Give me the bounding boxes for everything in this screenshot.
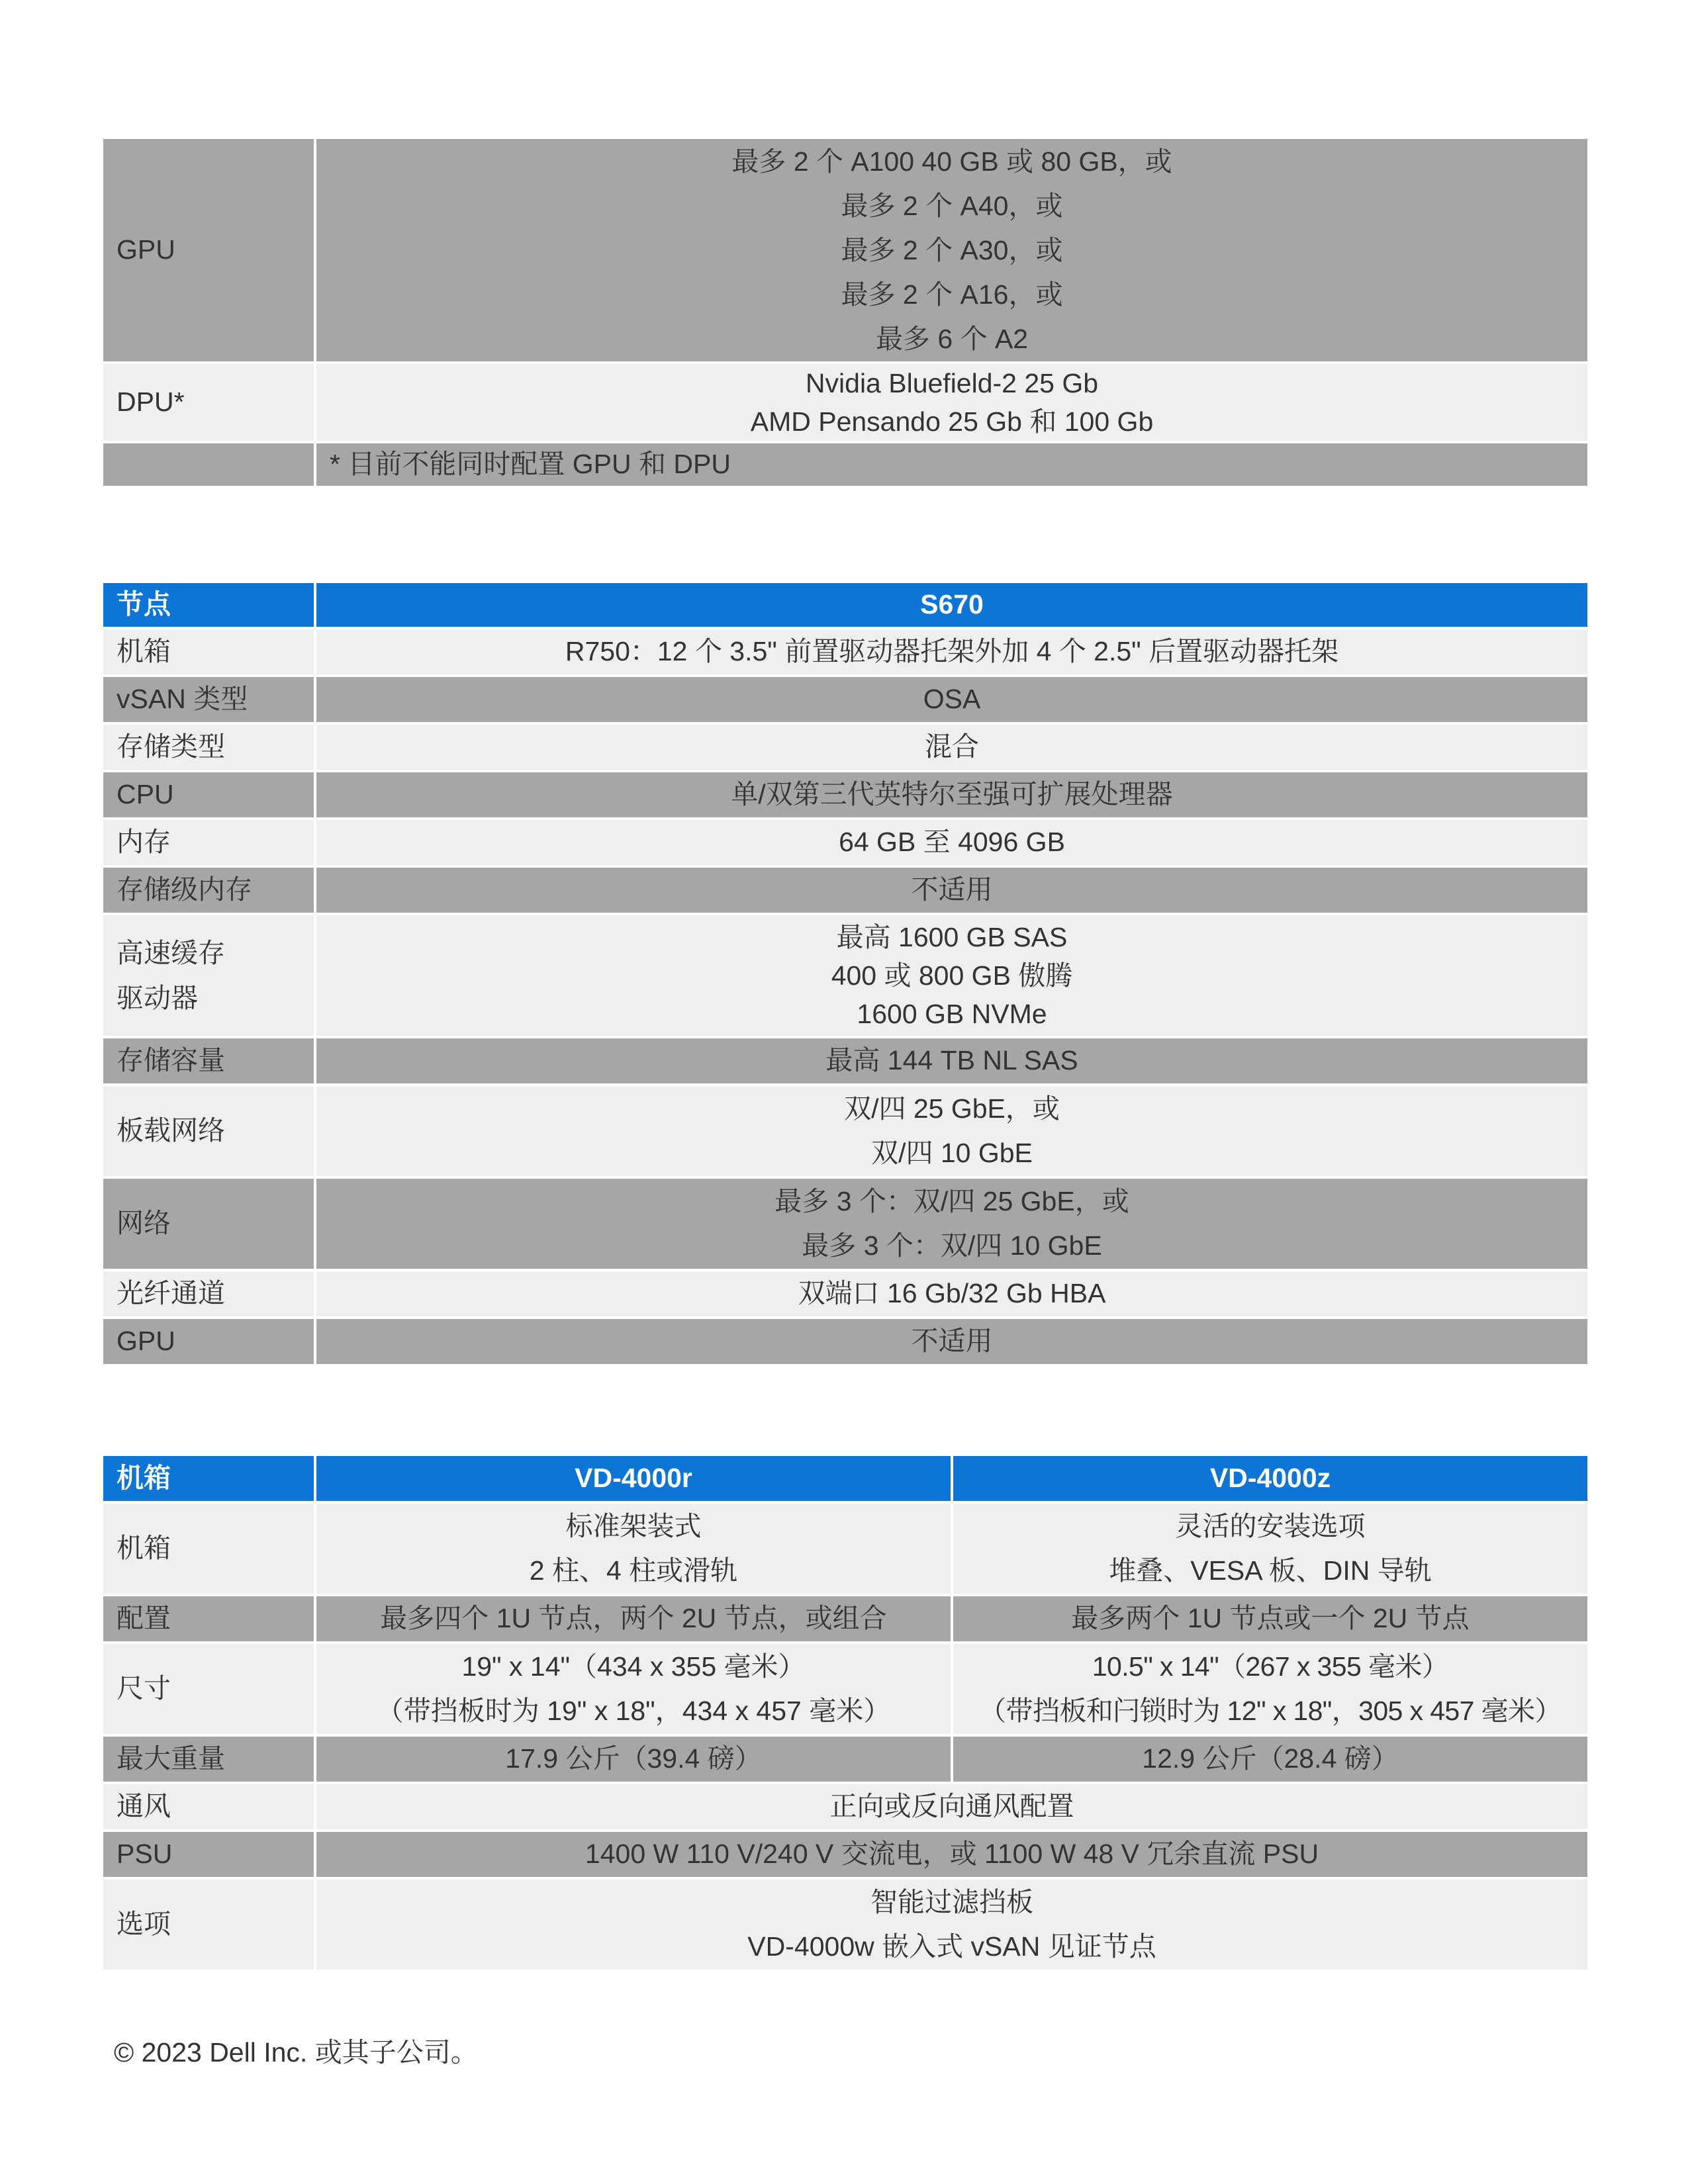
- row-value: 混合: [315, 723, 1589, 771]
- row-value: [315, 138, 1589, 363]
- value-line: 1600 GB NVMe: [857, 999, 1047, 1029]
- row-value: [315, 1085, 1589, 1177]
- row-value: 1400 W 110 V/240 V 交流电，或 1100 W 48 V 冗余直流 PSU: [315, 1831, 1589, 1878]
- table-row: [102, 1735, 1589, 1783]
- table-row: [102, 1318, 1589, 1365]
- row-value: 不适用: [315, 866, 1589, 914]
- table-row: [102, 771, 1589, 819]
- value-line: 19" x 14"（434 x 355 毫米）: [461, 1651, 806, 1682]
- row-label: 光纤通道: [102, 1270, 315, 1318]
- table-row: [102, 1783, 1589, 1831]
- row-label: CPU: [102, 771, 315, 819]
- table-row: [102, 138, 1589, 363]
- table-row: [102, 866, 1589, 914]
- row-label: 存储容量: [102, 1037, 315, 1085]
- row-value: 双端口 16 Gb/32 Gb HBA: [315, 1270, 1589, 1318]
- table-header: [102, 582, 1589, 628]
- row-label: 机箱: [102, 1502, 315, 1595]
- row-label: GPU: [102, 138, 315, 363]
- vd4000-chassis-table: [101, 1453, 1590, 1972]
- value-line: 标准架装式: [565, 1511, 702, 1541]
- row-value: OSA: [315, 676, 1589, 723]
- footnote: * 目前不能同时配置 GPU 和 DPU: [315, 442, 1589, 487]
- s670-spec-table: [101, 580, 1590, 1367]
- row-value: 单/双第三代英特尔至强可扩展处理器: [315, 771, 1589, 819]
- value-line: 最多 2 个 A30，或: [841, 234, 1063, 265]
- table-row: [102, 1085, 1589, 1177]
- value-line: 双/四 10 GbE: [871, 1138, 1033, 1168]
- value-line: VD-4000w 嵌入式 vSAN 见证节点: [747, 1931, 1156, 1962]
- value-line: 灵活的安装选项: [1175, 1511, 1366, 1541]
- row-label: 选项: [102, 1878, 315, 1971]
- row-label: 最大重量: [102, 1735, 315, 1783]
- row-value-vd4000z: 最多两个 1U 节点或一个 2U 节点: [952, 1595, 1589, 1643]
- row-label: 存储类型: [102, 723, 315, 771]
- row-label: 通风: [102, 1783, 315, 1831]
- value-line: 堆叠、VESA 板、DIN 导轨: [1109, 1555, 1432, 1586]
- row-value: R750：12 个 3.5" 前置驱动器托架外加 4 个 2.5" 后置驱动器托架: [315, 628, 1589, 676]
- row-value: [315, 1177, 1589, 1270]
- header-value: S670: [315, 582, 1589, 628]
- table-row: [102, 914, 1589, 1037]
- row-label: 机箱: [102, 628, 315, 676]
- table-row: [102, 1831, 1589, 1878]
- row-value: [315, 363, 1589, 442]
- value-line: 400 或 800 GB 傲腾: [831, 960, 1073, 991]
- row-value-vd4000z: 12.9 公斤（28.4 磅）: [952, 1735, 1589, 1783]
- header-col-vd4000z: VD-4000z: [952, 1455, 1589, 1502]
- row-value-vd4000z: [952, 1643, 1589, 1735]
- label-line: 驱动器: [117, 983, 198, 1013]
- value-line: 最多 3 个：双/四 10 GbE: [802, 1230, 1102, 1261]
- row-label: [102, 442, 315, 487]
- table-row: [102, 1270, 1589, 1318]
- header-label: 节点: [102, 582, 315, 628]
- value-line: AMD Pensando 25 Gb 和 100 Gb: [750, 406, 1154, 437]
- table-row: [102, 1878, 1589, 1971]
- value-line: 10.5" x 14"（267 x 355 毫米）: [1092, 1651, 1449, 1682]
- row-label: 内存: [102, 819, 315, 866]
- row-value-vd4000z: [952, 1502, 1589, 1595]
- row-value: [315, 1878, 1589, 1971]
- row-label: 尺寸: [102, 1643, 315, 1735]
- table-row: [102, 1177, 1589, 1270]
- row-value-vd4000r: 17.9 公斤（39.4 磅）: [315, 1735, 952, 1783]
- value-line: Nvidia Bluefield-2 25 Gb: [805, 368, 1099, 398]
- value-line: 双/四 25 GbE，或: [844, 1093, 1060, 1124]
- row-value-vd4000r: [315, 1502, 952, 1595]
- copyright-footer: © 2023 Dell Inc. 或其子公司。: [114, 2037, 478, 2068]
- table-row: [102, 819, 1589, 866]
- row-label: [102, 914, 315, 1037]
- value-line: 2 柱、4 柱或滑轨: [529, 1555, 738, 1586]
- label-line: 高速缓存: [117, 938, 225, 968]
- row-value: 64 GB 至 4096 GB: [315, 819, 1589, 866]
- table-row: [102, 1502, 1589, 1595]
- value-line: 最多 6 个 A2: [875, 323, 1029, 354]
- row-label: 网络: [102, 1177, 315, 1270]
- row-label: DPU*: [102, 363, 315, 442]
- table-row: [102, 363, 1589, 442]
- row-label: vSAN 类型: [102, 676, 315, 723]
- header-col-vd4000r: VD-4000r: [315, 1455, 952, 1502]
- value-line: 最多 2 个 A16，或: [841, 279, 1063, 310]
- header-label: 机箱: [102, 1455, 315, 1502]
- table-row: [102, 442, 1589, 487]
- row-label: PSU: [102, 1831, 315, 1878]
- row-label: GPU: [102, 1318, 315, 1365]
- table-row: [102, 1595, 1589, 1643]
- row-label: 配置: [102, 1595, 315, 1643]
- value-line: 最多 2 个 A100 40 GB 或 80 GB，或: [731, 146, 1172, 177]
- row-label: 存储级内存: [102, 866, 315, 914]
- value-line: 最多 3 个：双/四 25 GbE，或: [774, 1186, 1129, 1216]
- table-header: [102, 1455, 1589, 1502]
- value-line: （带挡板和闩锁时为 12" x 18"，305 x 457 毫米）: [979, 1696, 1562, 1726]
- row-value: 最高 144 TB NL SAS: [315, 1037, 1589, 1085]
- row-value-vd4000r: 最多四个 1U 节点，两个 2U 节点，或组合: [315, 1595, 952, 1643]
- table-row: [102, 1037, 1589, 1085]
- row-value: [315, 914, 1589, 1037]
- row-value-vd4000r: [315, 1643, 952, 1735]
- gpu-dpu-table: [101, 136, 1590, 488]
- table-row: [102, 628, 1589, 676]
- row-value: 正向或反向通风配置: [315, 1783, 1589, 1831]
- value-line: 智能过滤挡板: [870, 1887, 1033, 1917]
- row-value: 不适用: [315, 1318, 1589, 1365]
- value-line: 最高 1600 GB SAS: [836, 922, 1068, 952]
- value-line: （带挡板时为 19" x 18"，434 x 457 毫米）: [376, 1696, 891, 1726]
- table-row: [102, 723, 1589, 771]
- row-label: 板载网络: [102, 1085, 315, 1177]
- table-row: [102, 1643, 1589, 1735]
- table-row: [102, 676, 1589, 723]
- value-line: 最多 2 个 A40，或: [841, 190, 1063, 221]
